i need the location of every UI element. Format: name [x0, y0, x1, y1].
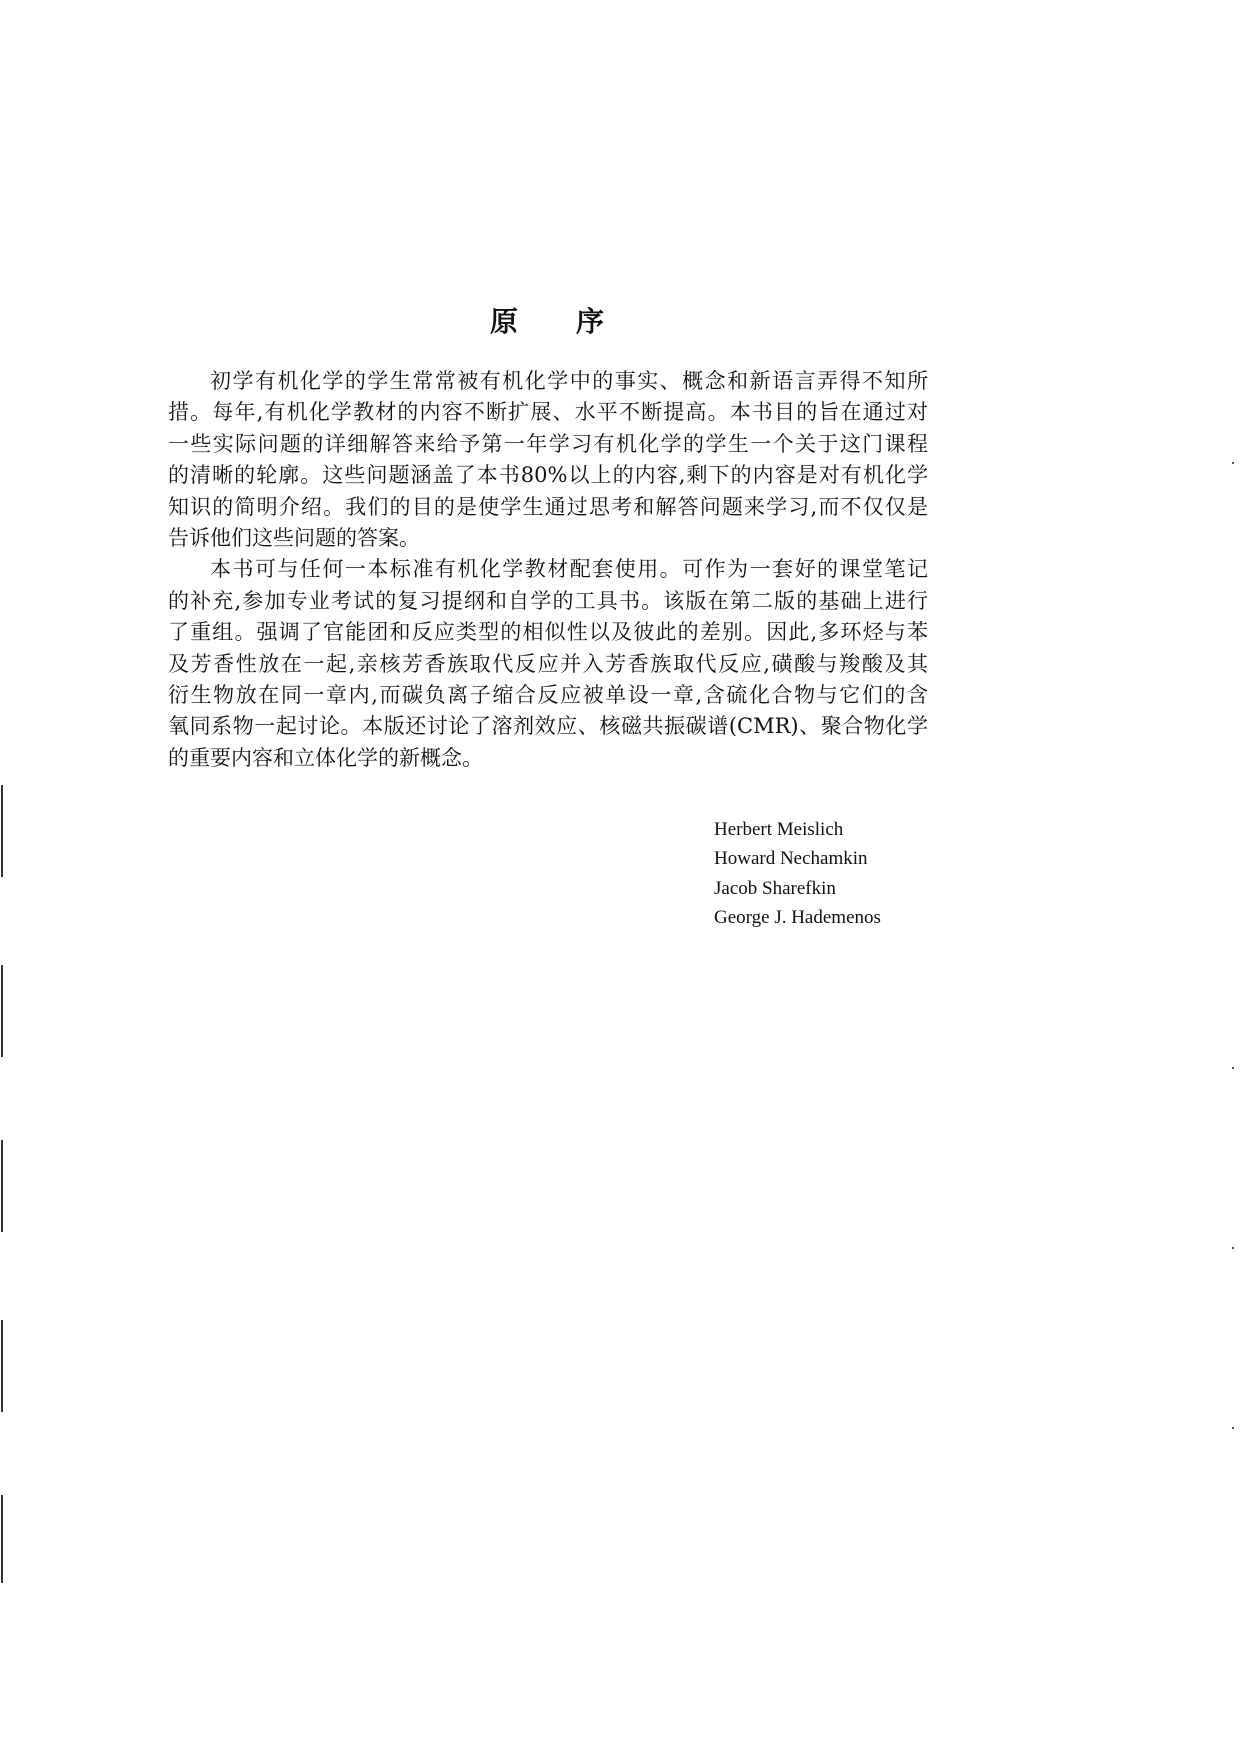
scan-edge-mark	[1, 965, 3, 1057]
author-list	[714, 815, 881, 932]
text-line: 的补充,参加专业考试的复习提纲和自学的工具书。该版在第二版的基础上进行	[168, 588, 928, 613]
text-line: 衍生物放在同一章内,而碳负离子缩合反应被单设一章,含硫化合物与它们的含	[168, 682, 928, 707]
preface-body	[168, 366, 928, 774]
scan-speck	[1232, 1247, 1234, 1249]
text-line: 了重组。强调了官能团和反应类型的相似性以及彼此的差别。因此,多环烃与苯	[168, 620, 928, 645]
paragraph-1	[168, 366, 928, 554]
text-line: 初学有机化学的学生常常被有机化学中的事实、概念和新语言弄得不知所	[210, 369, 928, 393]
title-char-1: 原	[489, 305, 520, 338]
author-name: George J. Hademenos	[714, 906, 881, 928]
text-line: 的清晰的轮廓。这些问题涵盖了本书80%以上的内容,剩下的内容是对有机化学	[168, 463, 928, 488]
scan-speck	[1232, 462, 1234, 464]
text-line: 本书可与任何一本标准有机化学教材配套使用。可作为一套好的课堂笔记	[210, 557, 928, 582]
text-line: 氧同系物一起讨论。本版还讨论了溶剂效应、核磁共振碳谱(CMR)、聚合物化学	[168, 714, 928, 739]
author-name: Herbert Meislich	[714, 819, 844, 840]
scan-edge-mark	[1, 1140, 3, 1232]
scan-speck	[1232, 1427, 1234, 1429]
text-line: 及芳香性放在一起,亲核芳香族取代反应并入芳香族取代反应,磺酸与羧酸及其	[168, 651, 928, 676]
scan-edge-mark	[1, 1495, 3, 1583]
text-line: 知识的简明介绍。我们的目的是使学生通过思考和解答问题来学习,而不仅仅是	[168, 494, 928, 519]
text-line: 告诉他们这些问题的答案。	[168, 525, 420, 550]
text-line: 的重要内容和立体化学的新概念。	[168, 745, 483, 770]
scan-edge-mark	[1, 785, 3, 877]
text-line: 措。每年,有机化学教材的内容不断扩展、水平不断提高。本书目的旨在通过对	[168, 400, 928, 425]
scan-edge-mark	[1, 1320, 3, 1412]
scan-speck	[1232, 1067, 1234, 1069]
paragraph-2	[168, 554, 928, 774]
author-name: Jacob Sharefkin	[714, 877, 836, 899]
text-line: 一些实际问题的详细解答来给予第一年学习有机化学的学生一个关于这门课程	[168, 431, 928, 456]
title-char-2: 序	[576, 305, 607, 338]
author-name: Howard Nechamkin	[714, 848, 868, 870]
page-title	[0, 300, 1096, 340]
